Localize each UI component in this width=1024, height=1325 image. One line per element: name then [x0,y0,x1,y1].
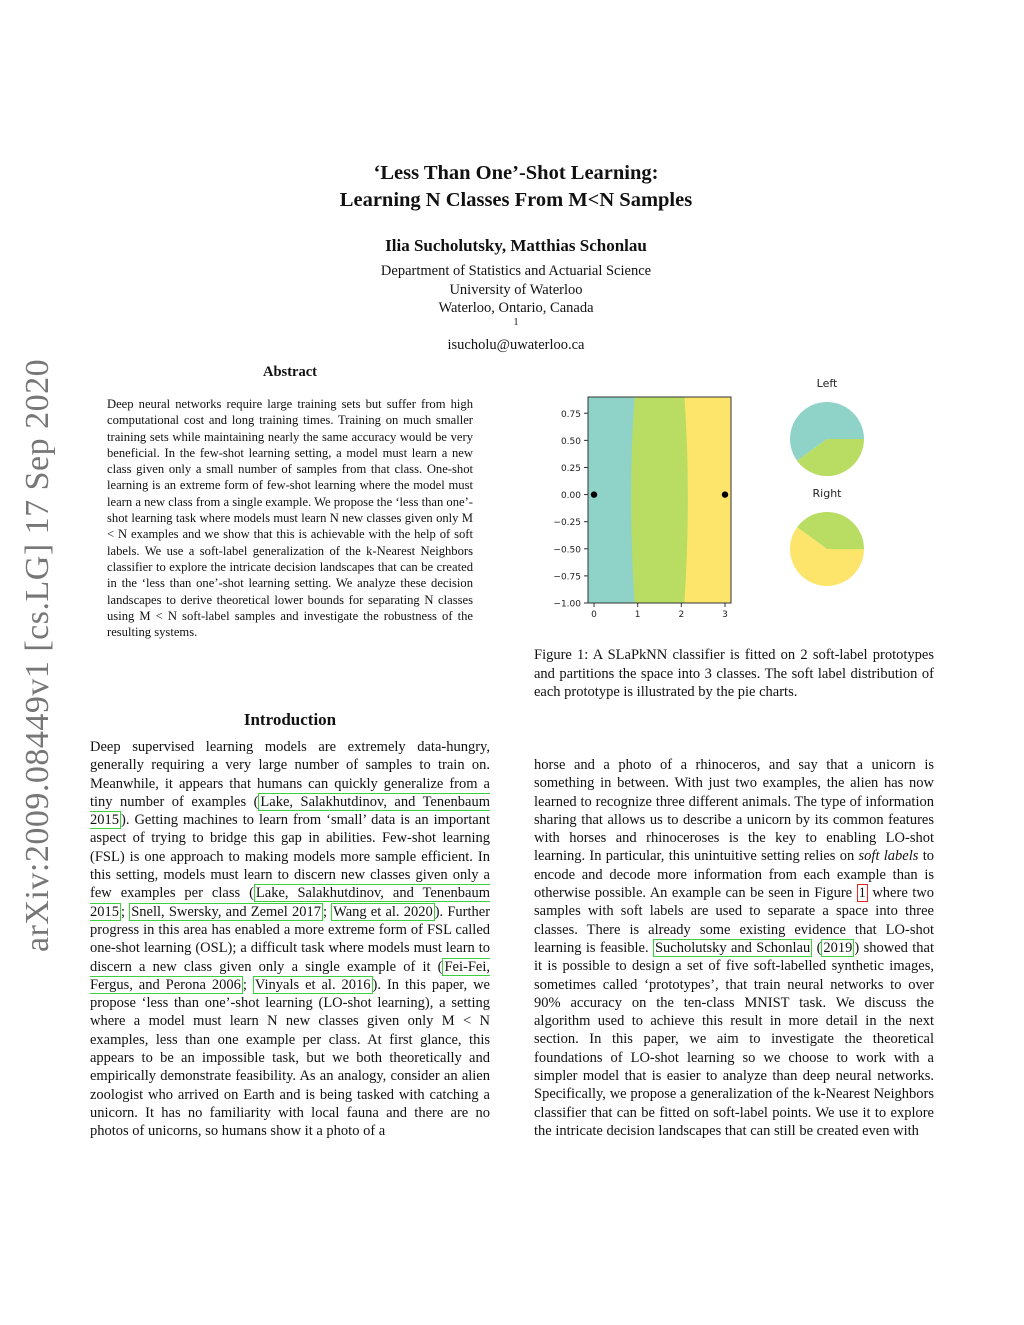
citation-sucholutsky-schonlau[interactable]: Sucholutsky and Schonlau [654,939,811,956]
abstract-text: Deep neural networks require large training sets but suffer from high computational cost and long training times. Training on much smaller training sets while maintaining nearly the same accuracy would be very beneficial. In the few-shot learning setting, a model must learn a new class given only a small number of samples from that class. One-shot learning is an extreme form of few-shot learning where the model must learn a new class from a single example. We propose the ‘less than one’-shot learning task where models must learn N new classes given only M < N examples and we show that this is achievable with the help of soft labels. We use a soft-label generalization of the k-Nearest Neighbors classifier to explore the intricate decision landscapes that can be created in the ‘less than one’-shot learning setting. We analyze these decision landscapes to derive theoretical lower bounds for separating N classes using M < N soft-label samples and investigate the robustness of the resulting systems. [107,397,473,640]
figure-1 [536,372,956,617]
intro-right-column [534,756,934,1140]
citation-snell-2017[interactable]: Snell, Swersky, and Zemel 2017 [131,903,321,920]
citation-lake-2015[interactable]: Lake, Salakhutdinov, and Tenenbaum 2015 [90,793,491,829]
title-line-1: ‘Less Than One’-Shot Learning: [373,162,659,184]
right-text-4: ) showed that it is possible to design a set of five soft-labelled synthetic images, sometimes called ‘prototypes’, that train neural networks to over 90% accuracy on the ten-class MNIST task. We discuss the algorithm used to achieve this result in more detail in the next section. In this paper, we aim to investigate the theoretical foundations of LO-shot learning so we choose to work with a simpler model that is easier to analyze than deep neural networks. Specifically, we propose a generalization of the k-Nearest Neighbors classifier that can be fitted on soft-label points. We use it to explore the intricate decision landscapes that can still be created even with [534,939,934,1139]
y-tick-label: 0.50 [560,436,581,447]
pie-title-left: Left [816,377,838,390]
region-teal [588,397,635,603]
figure-caption: Figure 1: A SLaPkNN classifier is fitted on 2 soft-label prototypes and partitions the space into 3 classes. The soft label distribution of each prototype is illustrated by the pie charts. [534,647,934,700]
y-tick-label: −0.50 [553,545,581,556]
affiliation-location: Waterloo, Ontario, Canada [438,300,594,316]
region-yellow [684,397,731,603]
affiliation-university: University of Waterloo [449,281,583,298]
right-text-1: horse and a photo of a rhinoceros, and say that a unicorn is something in between. With just two examples, the alien has now learned to recognize three different animals. The type of information sharing that allows us to describe a unicorn by its common features with horses and rhinoceroses is the key to enabling LO-shot learning. In particular, this unintuitive setting relies on [534,757,934,865]
y-tick-label: 0.25 [560,463,581,474]
y-tick-label: 0.00 [560,491,581,502]
intro-left-column [90,738,490,1141]
intro-text-3: ). Further progress in this area has enabled a more extreme form of FSL called one-shot learning (OSL); a difficult task where models must learn to discern a new class given only a single example of it ( [90,903,491,975]
y-tick-label: 0.75 [560,409,581,420]
affiliation-email: isucholu@uwaterloo.ca [447,337,585,353]
x-tick-label: 1 [634,610,641,617]
arxiv-side-label: arXiv:2009.08449v1 [cs.LG] 17 Sep 2020 [19,358,56,952]
citation-separator: ; [242,976,253,993]
y-tick-label: −0.25 [553,518,581,529]
soft-labels-emphasis: soft labels [858,848,919,865]
y-tick-label: −1.00 [553,599,581,610]
prototype-right-point [722,491,728,497]
abstract-heading: Abstract [263,364,317,380]
intro-text-4: ). In this paper, we propose ‘less than one’-shot learning (LO-shot learning), a setting where a model must learn N new classes given only M < N examples, less than one example per class. At first glance, this appears to be an impossible task, but we both theoretically and empirically demonstrate feasibility. As an analogy, consider an alien zoologist who arrived on Earth and is being tasked with catching a unicorn. It has no familiarity with local fauna and there are no photos of unicorns, so humans show it a photo of a [90,976,490,1140]
affiliation-dept: Department of Statistics and Actuarial Science [380,263,652,279]
title-line-2: Learning N Classes From M<N Samples [339,189,693,211]
x-tick-label: 3 [722,610,728,617]
citation-wang-2020[interactable]: Wang et al. 2020 [333,903,433,920]
paper-title [200,160,832,214]
figure-1-reference[interactable]: 1 [858,885,866,902]
citation-vinyals-2016[interactable]: Vinyals et al. 2016 [254,976,371,993]
decision-landscape-plot [553,397,731,617]
authors: Ilia Sucholutsky, Matthias Schonlau [385,236,647,255]
citation-separator: ; [322,903,332,920]
affiliation [200,262,832,355]
pie-charts [790,377,864,586]
intro-text-1: Deep supervised learning models are extremely data-hungry, generally requiring a very large number of samples to train on. Meanwhile, it appears that humans can quickly generalize from a tiny number of examples ( [90,739,490,810]
citation-separator: ; [121,903,130,920]
email-superscript: 1 [513,316,519,328]
affiliation-email-line [200,318,832,355]
intro-text-2: ). Getting machines to learn from ‘small’ data is an important aspect of trying to bridge this gap in abilities. Few-shot learning (FSL) is one approach to making models more sample efficient. In this setting, models must learn to discern new classes given only a few examples per class ( [90,812,490,902]
pie-title-right: Right [812,487,842,500]
prototype-left-point [591,491,597,497]
y-tick-label: −0.75 [553,572,581,583]
citation-paren: ( [812,939,822,956]
right-text-3: where two samples with soft labels are used to separate a space into three classes. There is already some existing evidence that LO-shot learning is feasible. [534,885,934,956]
citation-feifei-2006[interactable]: Fei-Fei, Fergus, and Perona 2006 [90,958,490,993]
right-text-2: to encode and decode more information from each example than is otherwise possible. An example can be seen in Figure [534,848,934,902]
introduction-heading: Introduction [243,710,337,729]
x-tick-label: 0 [591,610,597,617]
x-tick-label: 2 [678,610,685,617]
citation-lake-2015-b[interactable]: Lake, Salakhutdinov, and Tenenbaum 2015 [90,885,490,920]
citation-year-2019[interactable]: 2019 [823,939,853,956]
